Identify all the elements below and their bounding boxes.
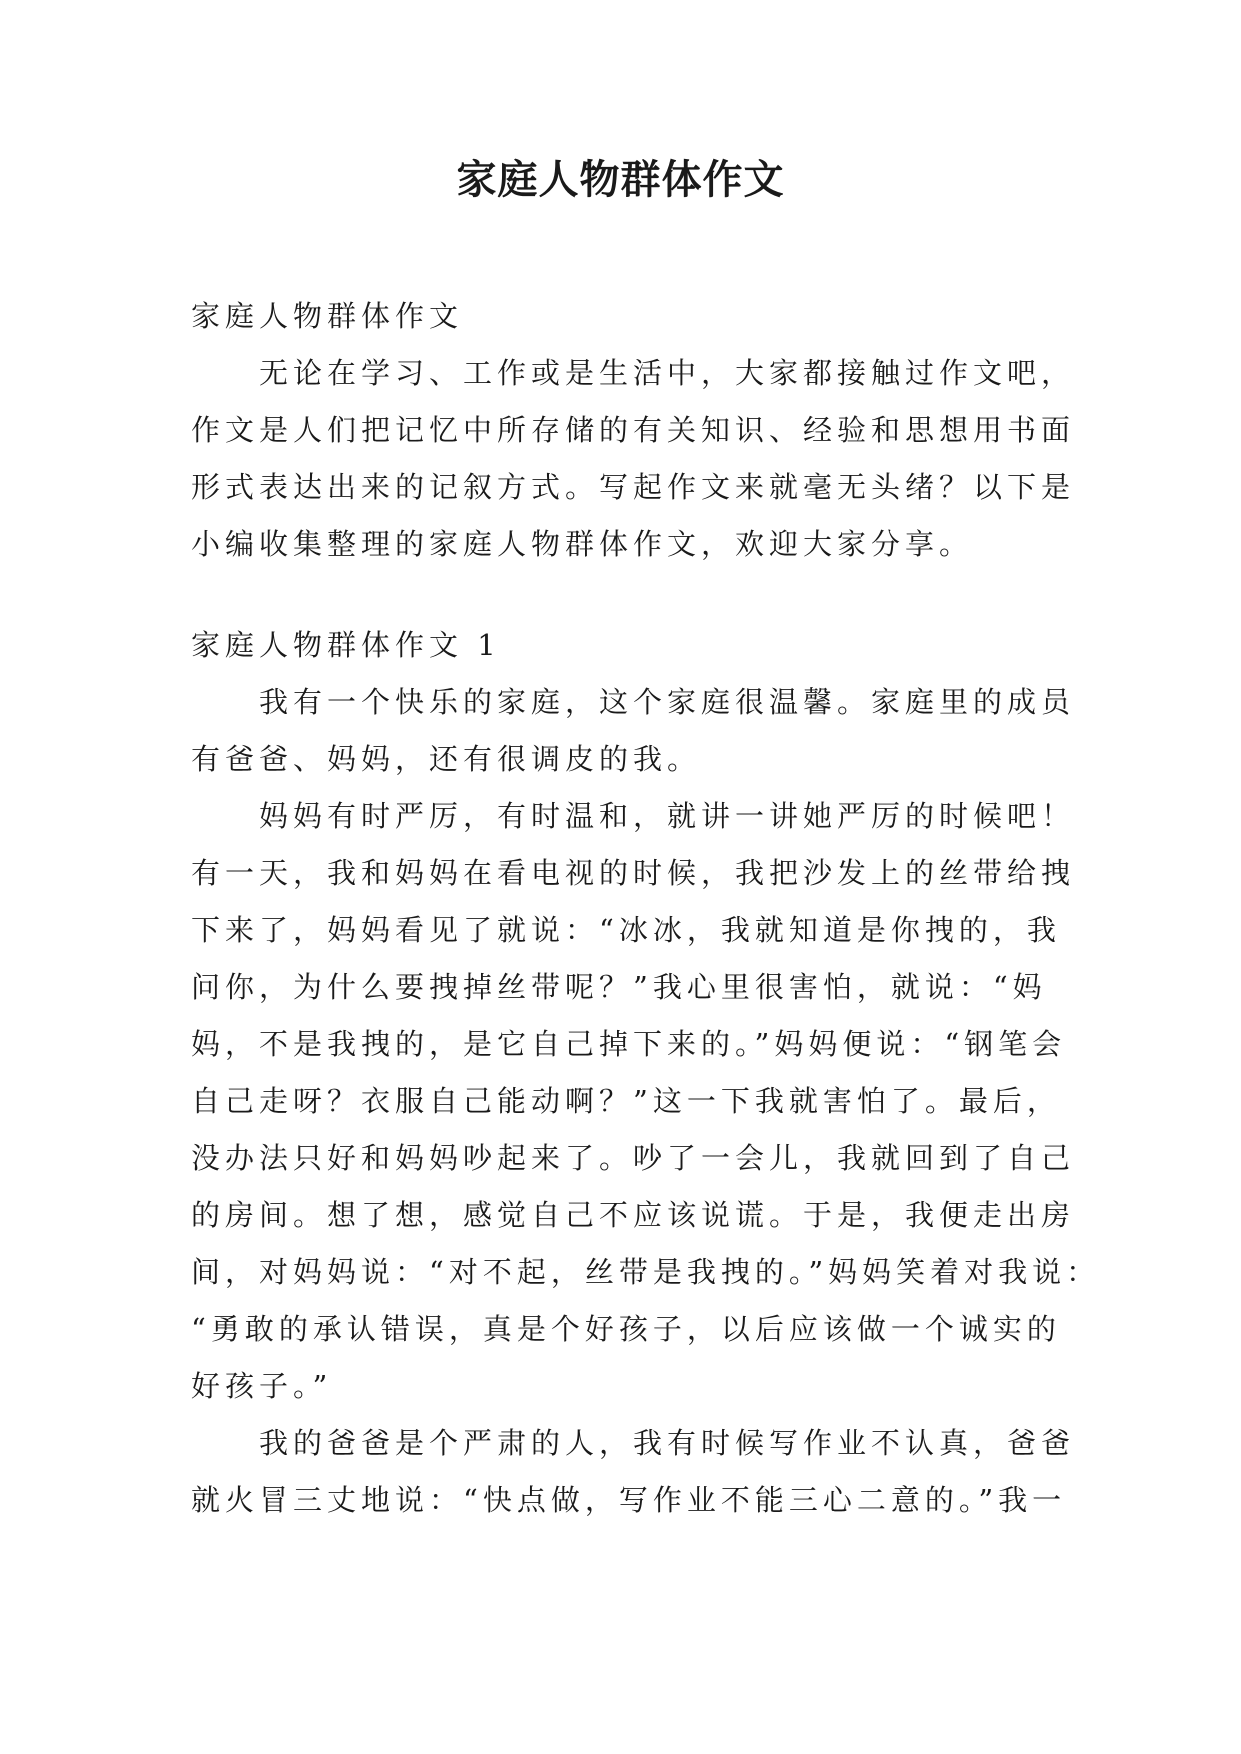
paragraph-line: 自己走呀？衣服自己能动啊？”这一下我就害怕了。最后， <box>191 1084 1061 1118</box>
essay-heading: 家庭人物群体作文 1 <box>191 628 501 662</box>
paragraph-line: 妈，不是我拽的，是它自己掉下来的。”妈妈便说：“钢笔会 <box>191 1027 1067 1061</box>
document-title: 家庭人物群体作文 <box>456 156 785 203</box>
intro-line: 作文是人们把记忆中所存储的有关知识、经验和思想用书面 <box>191 413 1076 447</box>
paragraph-line: 好孩子。” <box>191 1369 333 1403</box>
intro-line: 形式表达出来的记叙方式。写起作文来就毫无头绪？以下是 <box>191 470 1076 504</box>
paragraph-line: 我有一个快乐的家庭，这个家庭很温馨。家庭里的成员 <box>259 685 1076 719</box>
section-spacer <box>191 573 1051 617</box>
paragraph-line: 妈妈有时严厉，有时温和，就讲一讲她严厉的时候吧！ <box>259 799 1076 833</box>
paragraph-line: 没办法只好和妈妈吵起来了。吵了一会儿，我就回到了自己 <box>191 1141 1076 1175</box>
paragraph-line: 我的爸爸是个严肃的人，我有时候写作业不认真，爸爸 <box>259 1426 1076 1460</box>
paragraph-line: 有一天，我和妈妈在看电视的时候，我把沙发上的丝带给拽 <box>191 856 1076 890</box>
paragraph-line: 有爸爸、妈妈，还有很调皮的我。 <box>191 742 702 776</box>
paragraph-line: 下来了，妈妈看见了就说：“冰冰，我就知道是你拽的，我 <box>191 913 1061 947</box>
intro-heading: 家庭人物群体作文 <box>191 299 464 333</box>
document-body <box>191 288 1101 1529</box>
paragraph-line: 就火冒三丈地说：“快点做，写作业不能三心二意的。”我一 <box>191 1483 1067 1517</box>
paragraph-line: 的房间。想了想，感觉自己不应该说谎。于是，我便走出房 <box>191 1198 1076 1232</box>
paragraph-line: 间，对妈妈说：“对不起，丝带是我拽的。”妈妈笑着对我说： <box>191 1255 1101 1289</box>
paragraph-line: “勇敢的承认错误，真是个好孩子，以后应该做一个诚实的 <box>191 1312 1061 1346</box>
intro-line: 无论在学习、工作或是生活中，大家都接触过作文吧， <box>259 356 1076 390</box>
paragraph-line: 问你，为什么要拽掉丝带呢？”我心里很害怕，就说：“妈 <box>191 970 1047 1004</box>
intro-line: 小编收集整理的家庭人物群体作文，欢迎大家分享。 <box>191 527 974 561</box>
